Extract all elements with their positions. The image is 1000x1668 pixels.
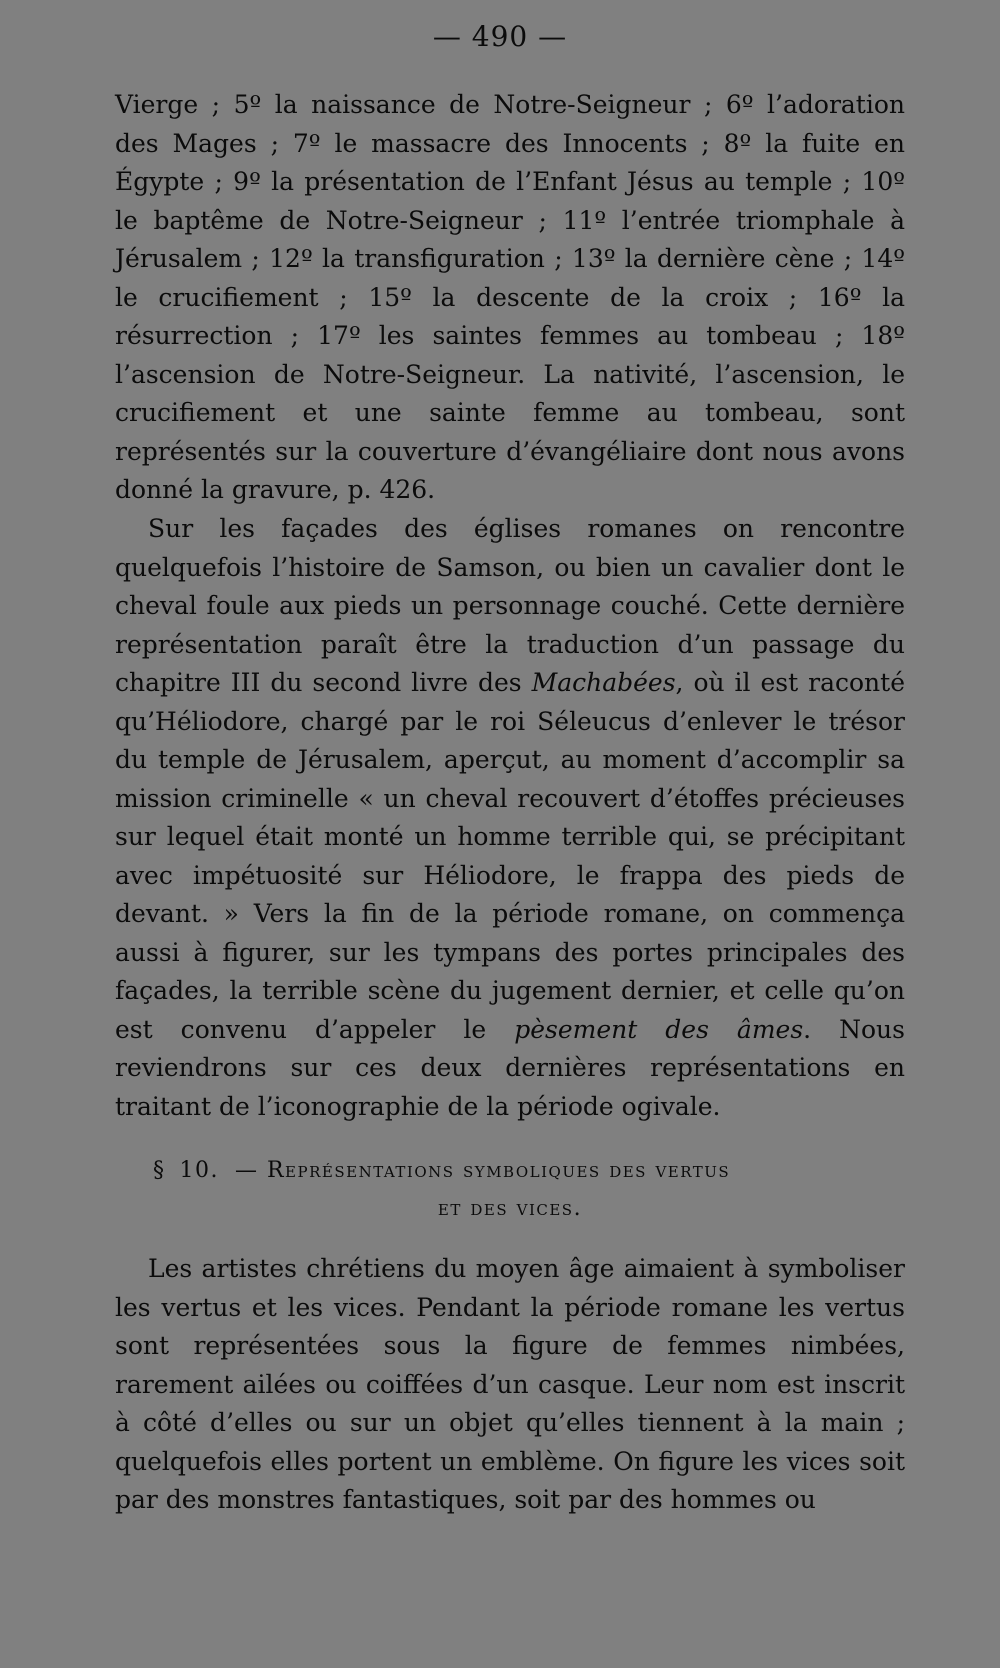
paragraph-3-text: Les artistes chrétiens du moyen âge aimaient à symboliser les vertus et les vices. Pendant la période romane les vertus sont représentées sous la figure de femmes nimbées, rarement ailées ou coiffées d’un casque. Leur nom est inscrit à côté d’elles ou sur un objet qu’elles tiennent à la main ; quelquefois elles portent un emblème. On figure les vices soit par des monstres fantastiques, soit par des hommes ou [115, 1254, 905, 1514]
section-number: 10. [179, 1158, 219, 1183]
paragraph-2-part-2: , où il est raconté qu’Héliodore, chargé par le roi Séleucus d’enlever le trésor du temple de Jérusalem, aperçut, au moment d’accomplir sa mission criminelle « un cheval recouvert d’étoffes précieuses sur lequel était monté un homme terrible qui, se précipitant avec impétuosité sur Héliodore, le frappa des pieds de devant. » Vers la fin de la période romane, on commença aussi à figurer, sur les tympans des portes principales des façades, la terrible scène du jugement dernier, et celle qu’on est convenu d’appeler le [115, 668, 905, 1044]
book-title-machabees: Machabées [531, 668, 676, 697]
paragraph-2 [115, 510, 905, 1126]
paragraph-1: Vierge ; 5º la naissance de Notre-Seigneur ; 6º l’adoration des Mages ; 7º le massacre des Innocents ; 8º la fuite en Égypte ; 9º la présentation de l’Enfant Jésus au temple ; 10º le baptême de Notre-Seigneur ; 11º l’entrée triomphale à Jérusalem ; 12º la transfiguration ; 13º la dernière cène ; 14º le crucifiement ; 15º la descente de la croix ; 16º la résurrection ; 17º les saintes femmes au tombeau ; 18º l’ascension de Notre-Seigneur. La nativité, l’ascension, le crucifiement et une sainte femme au tombeau, sont représentés sur la couverture d’évangéliaire dont nous avons donné la gravure, p. 426. [115, 90, 905, 504]
section-heading-line-1: — Représentations symboliques des vertus [235, 1158, 731, 1183]
paragraph-2-part-3: . Nous reviendrons sur ces deux dernières représentations en traitant de l’iconographie de la période ogivale. [115, 1014, 905, 1121]
paragraph-3 [115, 1250, 905, 1520]
italic-term-pesement: pèsement des âmes [514, 1014, 804, 1044]
section-heading [115, 1152, 905, 1190]
section-heading-line-2: et des vices. [437, 1196, 583, 1221]
paragraph-2-part-1: Sur les façades des églises romanes on rencontre quelquefois l’histoire de Samson, ou bien un cavalier dont le cheval foule aux pieds un personnage couché. Cette dernière représentation paraît être la traduction d’un passage du chapitre III du second livre des [115, 514, 905, 697]
section-symbol: § [153, 1158, 166, 1183]
page-number: — 490 — [432, 20, 568, 53]
